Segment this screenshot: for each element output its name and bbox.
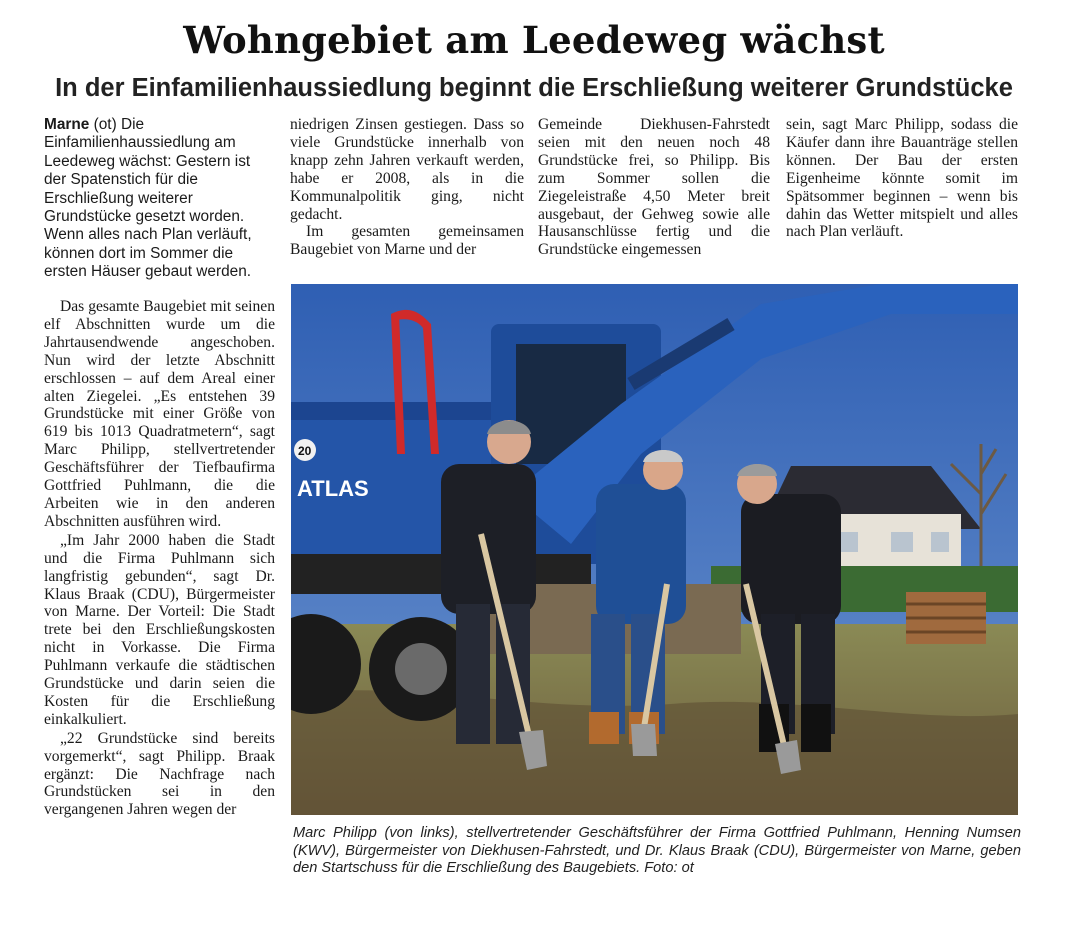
dateline-place: Marne: [44, 116, 90, 133]
article-column-4: [786, 116, 1018, 241]
intro-paragraph: [44, 116, 270, 282]
subheadline: In der Einfamilienhaussiedlung beginnt die Erschließung weiterer Grundstücke: [55, 74, 1013, 102]
caption-text: Marc Philipp (von links), stellvertretender Geschäftsführer der Firma Gottfried Puhlmann, Henning Numsen (KWV), Bürgermeister von Diekhusen-Fahrstedt, und Dr. Klaus Braak (CDU), Bürgermeister von Marne, geben den Startschuss für die Erschließung des Baugebiets.: [293, 825, 1021, 876]
intro-text: Die Einfamilienhaussiedlung am Leedeweg wächst: Gestern ist der Spatenstich für die Erschließung weiterer Grundstücke gesetzt worden. Wenn alles nach Plan verläuft, können dort im Sommer die ersten Häuser gebaut werden.: [44, 116, 252, 281]
column-1-paragraph-1: Das gesamte Baugebiet mit seinen elf Abschnitten wurde um die Jahrtausendwende angeschoben. Nun wird der letzte Abschnitt erschlossen – auf dem Areal einer alten Ziegelei. „Es entstehen 39 Grundstücke mit einer Größe von 619 bis 1013 Quadratmetern“, sagt Marc Philipp, stellvertretender Geschäftsführer der Tiefbaufirma Gottfried Puhlmann, die die Arbeiten wie in den anderen Abschnitten ausführen wird.: [44, 298, 275, 530]
photo-credit: Foto: ot: [644, 860, 694, 876]
groundbreaking-photo: [291, 284, 1018, 815]
article-photo: [291, 284, 1018, 815]
headline: Wohngebiet am Leedeweg wächst: [183, 18, 885, 62]
article-column-2: [290, 116, 524, 259]
article-column-3: [538, 116, 770, 259]
dateline-author: (ot): [93, 116, 117, 133]
column-1-paragraph-2: „Im Jahr 2000 haben die Stadt und die Firma Puhlmann sich langfristig gebunden“, sagt Dr. Klaus Braak (CDU), Bürgermeister von Marne. Der Vorteil: Die Stadt trete bei den Erschließungskosten nicht in Vorkasse. Die Firma Puhlmann verkaufe die städtischen Grundstücke und darin seien die Kosten für die Erschließung einkalkuliert.: [44, 531, 275, 728]
excavator-brand: ATLAS: [297, 476, 369, 501]
column-3-paragraph: Gemeinde Diekhusen-Fahrstedt seien mit den neuen noch 48 Grundstücke frei, so Philipp. Bis zum Sommer sollen die Ziegeleistraße 4,50 Meter breit ausgebaut, der Gehweg sowie alle Hausanschlüsse fertig und die Grundstücke eingemessen: [538, 116, 770, 259]
article-column-1: [44, 298, 275, 820]
photo-caption: [293, 825, 1021, 878]
column-4-paragraph: sein, sagt Marc Philipp, sodass die Käufer dann ihre Bauanträge stellen können. Der Bau der ersten Eigenheime könnte somit im Spätsommer beginnen – wenn bis dahin das Wetter mitspielt und alles nach Plan verläuft.: [786, 116, 1018, 241]
column-2-paragraph-2: Im gesamten gemeinsamen Baugebiet von Marne und der: [290, 223, 524, 259]
column-1-paragraph-3: „22 Grundstücke sind bereits vorgemerkt“, sagt Philipp. Braak ergänzt: Die Nachfrage nach Grundstücken sei in den vergangenen Jahren wegen der: [44, 729, 275, 819]
crate: [906, 592, 986, 644]
excavator-number: 20: [298, 444, 312, 458]
column-2-paragraph-1: niedrigen Zinsen gestiegen. Dass so viele Grundstücke innerhalb von knapp zehn Jahren verkauft werden, habe er 2008, als in die Kommunalpolitik ging, nicht gedacht.: [290, 116, 524, 223]
